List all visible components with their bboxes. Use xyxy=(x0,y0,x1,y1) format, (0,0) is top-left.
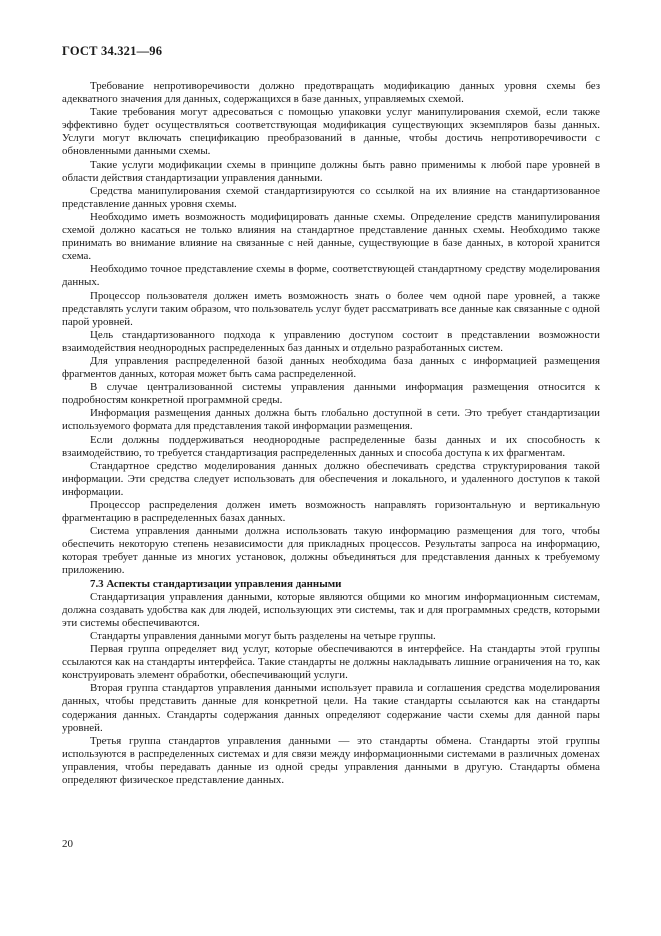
paragraph: Первая группа определяет вид услуг, которые обеспечиваются в интерфейсе. На стандарты этой группы ссылаются как на стандарты интерфейса. Такие стандарты не должны накладывать лишние ограничения на то, как конструировать элемент обработки, обеспечивающий услуги. xyxy=(62,643,600,682)
paragraph: Если должны поддерживаться неоднородные распределенные базы данных и их способность к взаимодействию, то требуется стандартизация распределенных данных и способа доступа к их фрагментам. xyxy=(62,433,600,459)
paragraph: Вторая группа стандартов управления данными использует правила и соглашения средства моделирования данных, чтобы представить данные для конкретной цели. На такие стандарты ссылаются как на стандарты содержания данных. Стандарты содержания данных определяют содержание части схемы для данной пары уровней. xyxy=(62,682,600,734)
section-heading: 7.3 Аспекты стандартизации управления данными xyxy=(90,577,342,590)
paragraph: Стандартизация управления данными, которые являются общими ко многим информационным системам, должна создавать удобства как для людей, использующих эти системы, так и для программных средств, которыми эти системы обеспечиваются. xyxy=(62,590,600,629)
paragraph: Такие услуги модификации схемы в принципе должны быть равно применимы к любой паре уровней в области действия стандартизации управления данными. xyxy=(62,158,600,184)
paragraph: Для управления распределенной базой данных необходима база данных с информацией размещения фрагментов данных, которая может быть сама распределенной. xyxy=(62,354,600,381)
paragraph: Информация размещения данных должна быть глобально доступной в сети. Это требует стандартизации используемого формата для представления такой информации размещения. xyxy=(62,407,600,433)
paragraph: Третья группа стандартов управления данными — это стандарты обмена. Стандарты этой группы используются в распределенных системах и для связи между информационными системами в различных доменах управления, чтобы передавать данные из одной среды управления данными в другую. Стандарты обмена определяют физическое представление данных. xyxy=(62,734,600,786)
paragraph: Такие требования могут адресоваться с помощью упаковки услуг манипулирования схемой, если также эффективно будет осуществляться соответствующая модификация существующих экземпляров базы данных. Услуги могут включать спецификацию преобразований в данные, чтобы достичь непротиворечивости с обновленными данными схемы. xyxy=(62,106,600,158)
paragraph: Стандартное средство моделирования данных должно обеспечивать средства структурирования такой информации. Эти средства следует использовать для обеспечения и локального, и удаленного доступов к такой информации. xyxy=(62,459,600,498)
paragraph: В случае централизованной системы управления данными информация размещения относится к подробностям конкретной программной среды. xyxy=(62,381,600,407)
paragraph: Процессор распределения должен иметь возможность направлять горизонтальную и вертикальную фрагментацию в распределенных базах данных. xyxy=(62,499,600,525)
paragraph: Требование непротиворечивости должно предотвращать модификацию данных уровня схемы без адекватного значения для данных, содержащихся в базе данных, управляемых схемой. xyxy=(62,80,600,106)
paragraph: Необходимо иметь возможность модифицировать данные схемы. Определение средств манипулирования схемой должно касаться не только влияния на стандартное представление данных схемы. Необходимо также принимать во внимание влияние на связанные с ней данные, существующие в базе данных, в которой хранится схема. xyxy=(62,210,600,263)
paragraph: Стандарты управления данными могут быть разделены на четыре группы. xyxy=(90,629,436,642)
document-header: ГОСТ 34.321—96 xyxy=(62,44,163,58)
paragraph: Цель стандартизованного подхода к управлению доступом состоит в представлении возможности взаимодействия неоднородных распределенных баз данных и отдельно разработанных систем. xyxy=(62,328,600,354)
paragraph: Средства манипулирования схемой стандартизируются со ссылкой на их влияние на стандартизованное представление данных уровня схемы. xyxy=(62,184,600,210)
paragraph: Процессор пользователя должен иметь возможность знать о более чем одной паре уровней, а также представлять услуги таким образом, что пользователь услуг будет рассматривать все данные как связанные с одной парой уровней. xyxy=(62,289,600,328)
document-body xyxy=(62,80,600,787)
paragraph: Необходимо точное представление схемы в форме, соответствующей стандартному средству моделирования данных. xyxy=(62,263,600,289)
paragraph: Система управления данными должна использовать такую информацию размещения для того, чтобы обеспечить некоторую степень независимости для прикладных процессов. Результаты запроса на информацию, которая требует данные из многих установок, должны объединяться для представления данных к требуемому приложению. xyxy=(62,525,600,577)
page-number: 20 xyxy=(62,838,73,850)
